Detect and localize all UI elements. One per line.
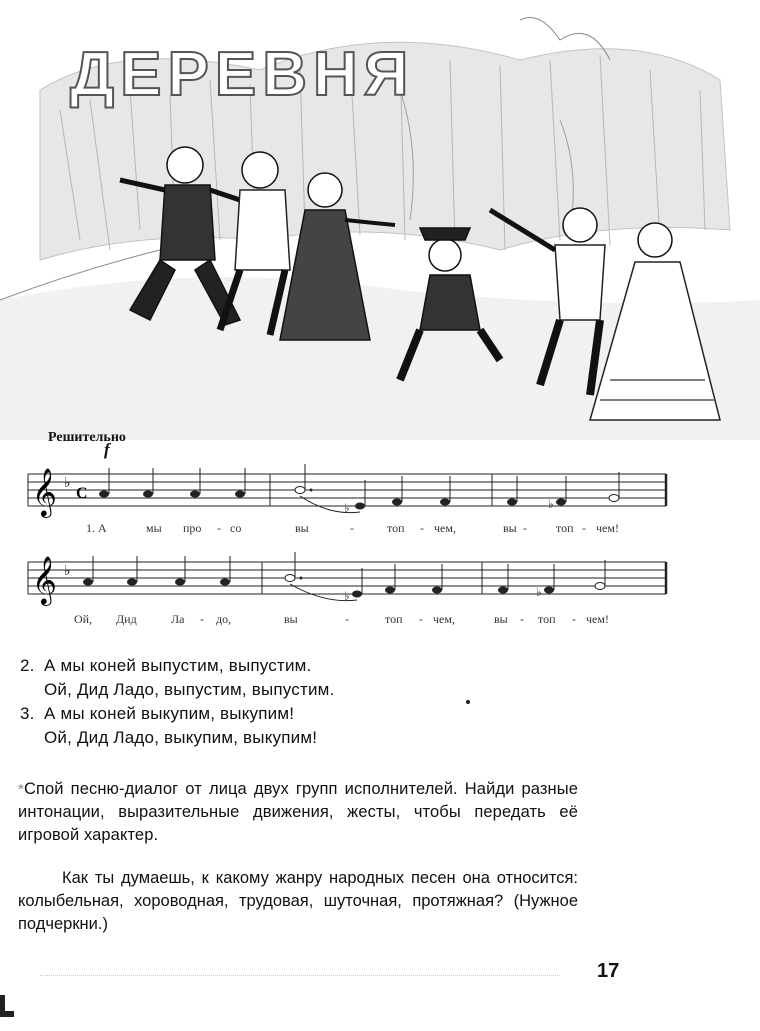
folk-dancers-illustration	[0, 0, 760, 440]
verse-3-line-2: Ой, Дид Ладо, выкупим, выкупим!	[44, 728, 318, 747]
svg-text:ДЕРЕВНЯ: ДЕРЕВНЯ	[70, 40, 415, 109]
task-paragraph	[18, 778, 578, 847]
common-time-icon: C	[76, 485, 88, 502]
flat-key-icon: ♭	[64, 563, 71, 579]
flat-key-icon: ♭	[64, 475, 71, 491]
illustration-title-lettering	[70, 40, 414, 109]
verse-3-line-1: 3. А мы коней выкупим, выкупим!	[20, 704, 295, 723]
verse-2-line-2: Ой, Дид Ладо, выпустим, выпустим.	[44, 680, 335, 699]
treble-clef-icon: 𝄞	[32, 555, 57, 604]
svg-text:♭: ♭	[548, 497, 554, 511]
page-number: 17	[597, 960, 620, 982]
lyrics-line-1: 1. А мы про - со вы - топ - чем, вы - топ - чем!	[86, 521, 619, 535]
svg-text:♭: ♭	[536, 585, 542, 599]
dynamic-marking: f	[104, 440, 110, 459]
lyrics-line-2: Ой, Дид Ла - до, вы - топ - чем, вы - топ - чем!	[74, 612, 609, 626]
treble-clef-icon: 𝄞	[32, 467, 57, 516]
svg-text:♭: ♭	[344, 501, 350, 515]
tempo-marking: Решительно	[48, 430, 126, 445]
task-text: Спой песню-диалог от лица двух групп исполнителей. Найди разные интонации, выразительные движения, жесты, чтобы передать её игровой характер.	[18, 780, 578, 844]
stray-dot	[466, 700, 470, 704]
faint-divider	[40, 975, 560, 977]
svg-text:♭: ♭	[344, 589, 350, 603]
star-icon: *	[18, 781, 24, 798]
question-paragraph: Как ты думаешь, к какому жанру народных песен она относится: колыбельная, хороводная, трудовая, шуточная, протяжная? (Нужное подчеркни.)	[18, 869, 578, 933]
verse-2-line-1: 2. А мы коней выпустим, выпустим.	[20, 656, 312, 675]
corner-mark-icon	[0, 995, 14, 1017]
